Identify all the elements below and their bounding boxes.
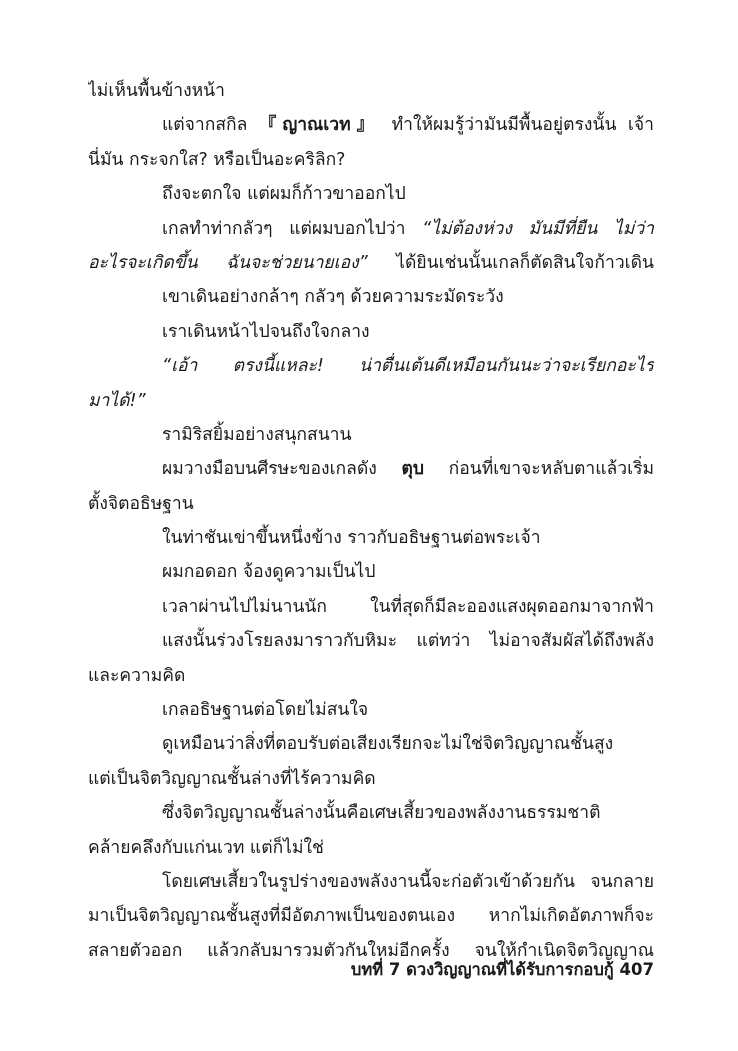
- text-line-16: [88, 590, 654, 624]
- line-15-segment: ผมกอดอก จ้องดูความเป็นไป: [162, 562, 376, 583]
- line-19-segment: เกลอธิษฐานต่อโดยไม่สนใจ: [162, 700, 369, 721]
- text-line-14: [88, 521, 654, 555]
- text-line-6: [88, 246, 654, 280]
- dialogue-text: “เอ้า ตรงนี้แหละ! น่าตื่นเต้นดีเหมือนกันนะว่าจะเรียกอะไร: [162, 356, 654, 377]
- page-footer: [351, 955, 654, 985]
- line-20-segment: ดูเหมือนว่าสิ่งที่ตอบรับต่อเสียงเรียกจะไม่ใช่จิตวิญญาณชั้นสูง: [162, 734, 614, 755]
- line-2-segment: แต่จากสกิล: [162, 115, 259, 136]
- text-line-12: [88, 452, 654, 486]
- line-16-segment: เวลาผ่านไปไม่นานนัก ในที่สุดก็มีละอองแสงผุดออกมาจากฟ้า: [162, 596, 654, 617]
- line-3-segment: นี่มัน กระจกใส? หรือเป็นอะคริลิก?: [88, 149, 346, 170]
- line-21-segment: แต่เป็นจิตวิญญาณชั้นล่างที่ไร้ความคิด: [88, 768, 376, 789]
- line-23-segment: คล้ายคลึงกับแก่นเวท แต่ก็ไม่ใช่: [88, 837, 324, 858]
- skill-name: 『ญาณเวท』: [258, 115, 381, 136]
- line-12-segment: ผมวางมือบนศีรษะของเกลดัง: [162, 459, 402, 480]
- line-22-segment: ซึ่งจิตวิญญาณชั้นล่างนั้นคือเศษเสี้ยวของพลังงานธรรมชาติ: [162, 803, 601, 824]
- text-line-2: [88, 108, 654, 142]
- line-8-segment: เราเดินหน้าไปจนถึงใจกลาง: [162, 321, 370, 342]
- line-17-segment: แสงนั้นร่วงโรยลงมาราวกับหิมะ แต่ทว่า ไม่อาจสัมผัสได้ถึงพลัง: [162, 631, 654, 652]
- text-line-1: [88, 74, 654, 108]
- text-line-22: [88, 796, 654, 830]
- line-5-segment: เกลทำท่ากลัวๆ แต่ผมบอกไปว่า: [162, 218, 423, 239]
- chapter-title-page-number: บทที่ 7 ดวงวิญญาณที่ได้รับการกอบกู้ 407: [350, 960, 654, 979]
- text-line-24: [88, 865, 654, 899]
- text-line-10: [88, 384, 654, 418]
- line-25-segment: มาเป็นจิตวิญญาณชั้นสูงที่มีอัตภาพเป็นของตนเอง หากไม่เกิดอัตภาพก็จะ: [88, 906, 654, 927]
- line-24-segment: โดยเศษเสี้ยวในรูปร่างของพลังงานนี้จะก่อตัวเข้าด้วยกัน จนกลาย: [162, 871, 654, 892]
- text-line-3: [88, 143, 654, 177]
- line-2-segment: ทำให้ผมรู้ว่ามันมีพื้นอยู่ตรงนั้น เจ้า: [380, 115, 654, 136]
- text-line-20: [88, 727, 654, 761]
- text-line-4: [88, 177, 654, 211]
- line-6-segment: ได้ยินเช่นนั้นเกลก็ตัดสินใจก้าวเดิน: [367, 252, 654, 273]
- text-line-15: [88, 555, 654, 589]
- text-line-7: [88, 280, 654, 314]
- text-line-13: [88, 487, 654, 521]
- line-1-segment: ไม่เห็นพื้นข้างหน้า: [88, 81, 225, 101]
- line-12-segment: ก่อนที่เขาจะหลับตาแล้วเริ่ม: [423, 459, 654, 480]
- text-line-5: [88, 212, 654, 246]
- sound-effect: ตุบ: [401, 459, 424, 480]
- text-line-11: [88, 418, 654, 452]
- line-11-segment: รามิริสยิ้มอย่างสนุกสนาน: [162, 424, 352, 445]
- text-line-19: [88, 693, 654, 727]
- text-line-18: [88, 659, 654, 693]
- dialogue-text: “ไม่ต้องห่วง มันมีที่ยืน ไม่ว่า: [422, 218, 654, 239]
- line-13-segment: ตั้งจิตอธิษฐาน: [88, 493, 194, 514]
- dialogue-text: อะไรจะเกิดขึ้น ฉันจะช่วยนายเอง”: [88, 252, 368, 273]
- text-line-8: [88, 315, 654, 349]
- text-line-23: [88, 831, 654, 865]
- text-line-21: [88, 762, 654, 796]
- text-line-25: [88, 899, 654, 933]
- page-body: [88, 74, 654, 968]
- line-4-segment: ถึงจะตกใจ แต่ผมก็ก้าวขาออกไป: [162, 184, 406, 205]
- line-26-segment: สลายตัวออก แล้วกลับมารวมตัวกันใหม่อีกครั้ง จนให้กำเนิดจิตวิญญาณ: [88, 940, 654, 961]
- line-7-segment: เขาเดินอย่างกล้าๆ กลัวๆ ด้วยความระมัดระวัง: [162, 287, 504, 308]
- text-line-9: [88, 349, 654, 383]
- dialogue-text: มาได้!”: [88, 390, 146, 411]
- line-14-segment: ในท่าชันเข่าขึ้นหนึ่งข้าง ราวกับอธิษฐานต่อพระเจ้า: [162, 528, 541, 549]
- text-line-17: [88, 624, 654, 658]
- line-18-segment: และความคิด: [88, 665, 186, 686]
